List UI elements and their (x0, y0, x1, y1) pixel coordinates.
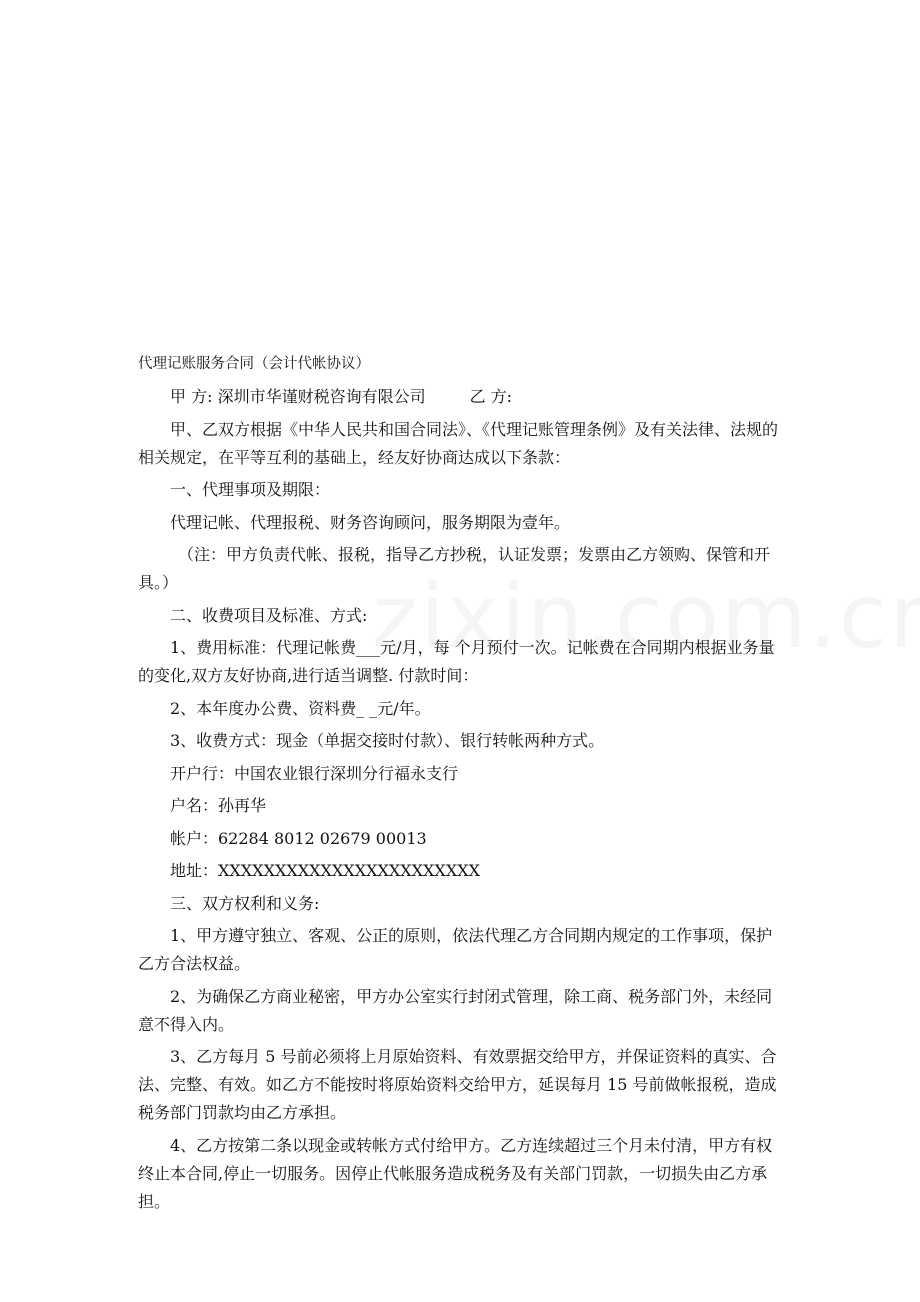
paragraph-service-scope: 代理记帐、代理报税、财务咨询顾问，服务期限为壹年。 (170, 512, 571, 532)
document-body (138, 383, 783, 1220)
paragraph-fee-standard: 1、费用标准：代理记帐费___元/月，每 个月预付一次。记帐费在合同期内根据业务量的变化,双方友好协商,进行适当调整. 付款时间： (138, 638, 775, 685)
party-a: 甲 方: 深圳市华谨财税咨询有限公司 (170, 387, 426, 406)
paragraph-address: 地址：XXXXXXXXXXXXXXXXXXXXXXX (170, 861, 480, 880)
parties-line (138, 383, 783, 411)
paragraph-account-number: 帐户：62284 8012 02679 00013 (170, 828, 427, 848)
paragraph-office-fee: 2、本年度办公费、资料费_ _元/年。 (170, 698, 431, 718)
section-heading-3: 三、双方权利和义务: (170, 893, 320, 913)
paragraph-duty-3: 3、乙方每月 5 号前必须将上月原始资料、有效票据交给甲方，并保证资料的真实、合法、完整、有效。如乙方不能按时将原始资料交给甲方，延误每月 15 号前做帐报税，造成税务部门罚款均由乙方承担。 (138, 1047, 777, 1122)
paragraph-duty-4: 4、乙方按第二条以现金或转帐方式付给甲方。乙方连续超过三个月未付清，甲方有权终止本合同,停止一切服务。因停止代帐服务造成税务及有关部门罚款，一切损失由乙方承担。 (138, 1135, 773, 1211)
paragraph-account-name: 户名：孙再华 (170, 796, 267, 815)
paragraph-payment-method: 3、收费方式：现金（单据交接时付款）、银行转帐两种方式。 (170, 731, 605, 750)
paragraph-duty-2: 2、为确保乙方商业秘密，甲方办公室实行封闭式管理，除工商、税务部门外，未经同意不得入内。 (138, 986, 773, 1034)
section-heading-1: 一、代理事项及期限： (170, 480, 331, 499)
section-heading-2: 二、收费项目及标准、方式: (170, 605, 368, 625)
paragraph-bank: 开户行：中国农业银行深圳分行福永支行 (170, 763, 459, 783)
party-b: 乙 方: (469, 387, 513, 406)
document-title: 代理记账服务合同（会计代帐协议） (138, 356, 370, 372)
paragraph-preamble: 甲、乙双方根据《中华人民共和国合同法》、《代理记账管理条例》及有关法律、法规的相关规定，在平等互利的基础上，经友好协商达成以下条款： (138, 419, 779, 467)
paragraph-note: （注：甲方负责代帐、报税，指导乙方抄税，认证发票；发票由乙方领购、保管和开具。） (138, 545, 771, 592)
paragraph-duty-1: 1、甲方遵守独立、客观、公正的原则，依法代理乙方合同期内规定的工作事项，保护乙方合法权益。 (138, 926, 773, 973)
